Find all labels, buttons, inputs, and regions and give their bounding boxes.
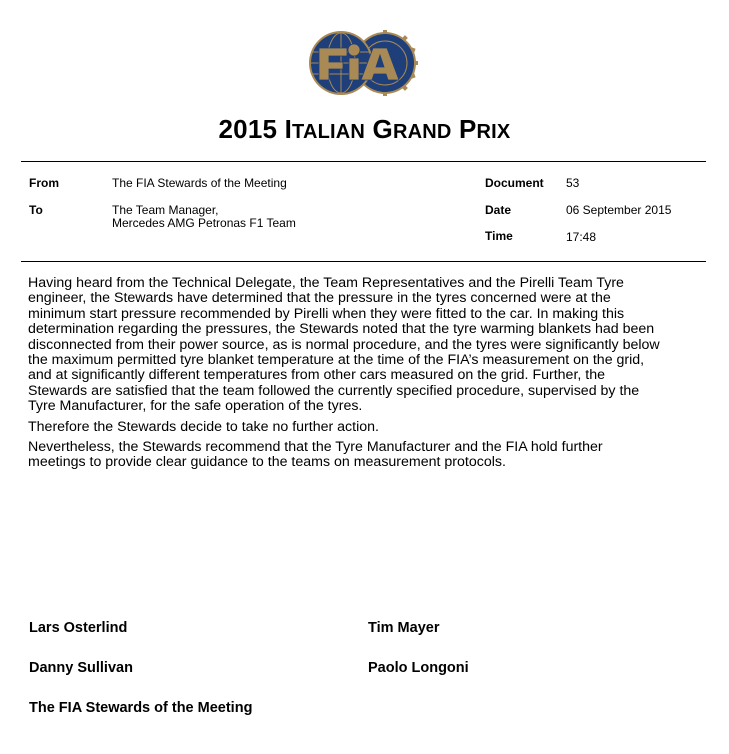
paragraph-decision: [28, 420, 718, 435]
signatory-name: Paolo Longoni: [368, 660, 469, 676]
paragraph-line: Nevertheless, the Stewards recommend that the Tyre Manufacturer and the FIA hold further: [28, 439, 603, 456]
paragraph-findings: [28, 276, 718, 415]
title-word-rest: RAND: [392, 121, 452, 143]
paragraph-line: Having heard from the Technical Delegate, the Team Representatives and the Pirelli Team Tyre: [28, 275, 624, 291]
title-word-initial: P: [458, 114, 477, 144]
header-top-rule: [21, 161, 706, 162]
document-label: Document: [485, 176, 544, 190]
page-title: [0, 114, 729, 145]
signatory-name: Tim Mayer: [368, 620, 440, 636]
signatory-footer: The FIA Stewards of the Meeting: [29, 700, 253, 716]
title-word-rest: RIX: [476, 121, 511, 143]
signatory-name: Danny Sullivan: [29, 660, 133, 676]
signatory-name: Lars Osterlind: [29, 620, 128, 636]
fia-logo: [307, 30, 419, 96]
paragraph-line: the maximum permitted tyre blanket temperature at the time of the FIA’s measurement on the grid,: [28, 352, 645, 369]
to-value: [112, 204, 296, 230]
paragraph-recommendation: [28, 440, 718, 471]
paragraph-line: Stewards are satisfied that the team followed the currently specified procedure, supervised by the: [28, 382, 640, 399]
paragraph-line: and at significantly different temperatures from other cars measured on the grid. Further, the: [28, 367, 605, 384]
decision-body: [28, 276, 718, 476]
paragraph-line: Therefore the Stewards decide to take no further action.: [28, 418, 379, 435]
from-label: From: [29, 176, 59, 190]
to-value-line: The Team Manager,: [112, 203, 219, 217]
title-word-rest: TALIAN: [292, 121, 366, 143]
paragraph-line: determination regarding the pressures, the Stewards noted that the tyre warming blankets had been: [28, 321, 655, 338]
time-label: Time: [485, 229, 513, 243]
title-word-initial: I: [284, 114, 293, 144]
date-value: 06 September 2015: [566, 203, 672, 217]
paragraph-line: meetings to provide clear guidance to the teams on measurement protocols.: [28, 454, 506, 471]
date-label: Date: [485, 203, 512, 217]
time-value: 17:48: [566, 230, 597, 244]
title-word-initial: G: [372, 114, 393, 144]
from-value: The FIA Stewards of the Meeting: [112, 176, 287, 190]
paragraph-line: Tyre Manufacturer, for the safe operation of the tyres.: [28, 398, 363, 415]
paragraph-line: minimum start pressure recommended by Pirelli when they were fitted to the car. In making this: [28, 305, 625, 322]
title-year: 2015: [218, 114, 278, 144]
document-value: 53: [566, 176, 580, 190]
paragraph-line: engineer, the Stewards have determined that the pressure in the tyres concerned were at the: [28, 290, 611, 307]
to-value-line: Mercedes AMG Petronas F1 Team: [112, 216, 296, 230]
paragraph-line: disconnected from their power source, as is normal procedure, and the tyres were significantly below: [28, 336, 660, 353]
header-bottom-rule: [21, 261, 706, 262]
to-label: To: [29, 203, 43, 217]
